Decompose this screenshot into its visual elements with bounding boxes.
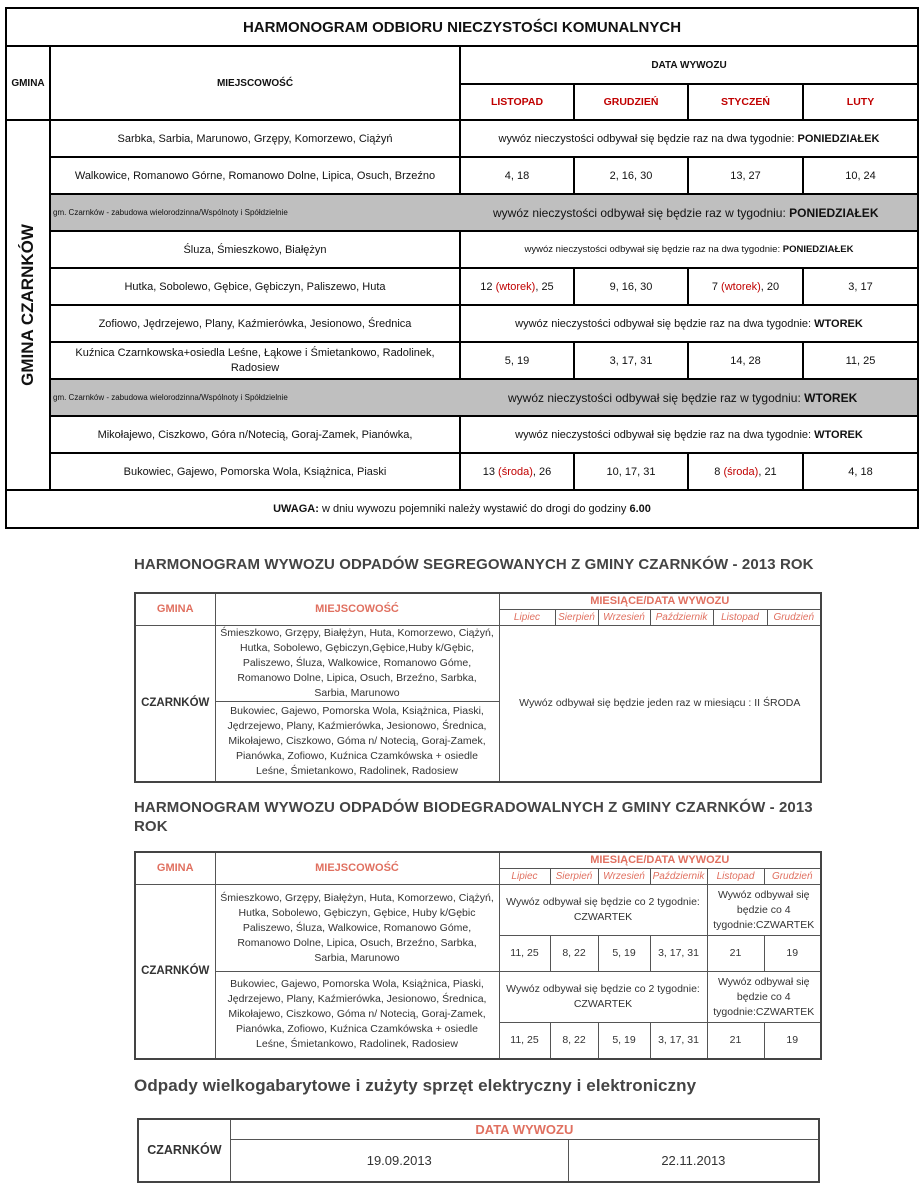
month-header: Wrzesień	[598, 869, 650, 885]
place-cell: Hutka, Sobolewo, Gębice, Gębiczyn, Paliszewo, Huta	[50, 268, 460, 305]
place-cell: Sarbka, Sarbia, Marunowo, Grzępy, Komorzewo, Ciążyń	[50, 120, 460, 157]
month-header: LUTY	[803, 84, 918, 120]
date-cell: 22.11.2013	[568, 1139, 819, 1182]
schedule-note: wywóz nieczystości odbywał się będzie raz w tygodniu: WTOREK	[460, 379, 918, 416]
header-miejscowosc: MIEJSCOWOŚĆ	[215, 593, 499, 626]
segregated-waste-table	[134, 592, 822, 783]
schedule-note: wywóz nieczystości odbywał się będzie raz na dwa tygodnie: WTOREK	[460, 305, 918, 342]
header-miejscowosc: MIEJSCOWOŚĆ	[215, 852, 499, 885]
schedule-note: Wywóz odbywał się będzie co 4 tygodnie:CZWARTEK	[707, 885, 821, 936]
header-months: MIESIĄCE/DATA WYWOZU	[499, 593, 821, 610]
date-cell: 5, 19	[460, 342, 574, 379]
table-row	[6, 194, 918, 231]
date-cell: 21	[707, 1023, 764, 1059]
gmina-cell: CZARNKÓW	[138, 1119, 230, 1182]
schedule-note: Wywóz odbywał się będzie co 4 tygodnie:CZWARTEK	[707, 972, 821, 1023]
month-header: Sierpień	[555, 610, 598, 626]
header-gmina: GMINA	[135, 593, 215, 626]
table-row	[6, 342, 918, 379]
month-header: STYCZEŃ	[688, 84, 803, 120]
schedule-note: Wywóz odbywał się będzie co 2 tygodnie: CZWARTEK	[499, 972, 707, 1023]
schedule-note: Wywóz odbywał się będzie jeden raz w miesiącu : II ŚRODA	[499, 626, 821, 782]
schedule-note: wywóz nieczystości odbywał się będzie raz na dwa tygodnie: PONIEDZIAŁEK	[460, 231, 918, 268]
month-header: Wrzesień	[598, 610, 650, 626]
date-cell: 21	[707, 936, 764, 972]
table-row	[6, 157, 918, 194]
table-row	[6, 416, 918, 453]
gmina-name-vertical: GMINA CZARNKÓW	[6, 120, 50, 490]
gmina-cell: CZARNKÓW	[135, 885, 215, 1059]
date-cell: 3, 17	[803, 268, 918, 305]
date-cell: 5, 19	[598, 1023, 650, 1059]
date-cell: 9, 16, 30	[574, 268, 688, 305]
table-title: HARMONOGRAM ODBIORU NIECZYSTOŚCI KOMUNALNYCH	[6, 8, 918, 46]
header-months: MIESIĄCE/DATA WYWOZU	[499, 852, 821, 869]
place-cell: Mikołajewo, Ciszkowo, Góra n/Notecią, Goraj-Zamek, Pianówka,	[50, 416, 460, 453]
schedule-note: wywóz nieczystości odbywał się będzie raz w tygodniu: PONIEDZIAŁEK	[460, 194, 918, 231]
header-miejscowosc: MIEJSCOWOŚĆ	[50, 46, 460, 120]
table-row	[6, 453, 918, 490]
waste-collection-schedule-table	[5, 7, 919, 529]
month-header: Lipiec	[499, 610, 555, 626]
schedule-note: wywóz nieczystości odbywał się będzie raz na dwa tygodnie: PONIEDZIAŁEK	[460, 120, 918, 157]
place-cell: Śluza, Śmieszkowo, Białężyn	[50, 231, 460, 268]
segregated-waste-heading: HARMONOGRAM WYWOZU ODPADÓW SEGREGOWANYCH Z GMINY CZARNKÓW - 2013 ROK	[134, 556, 814, 573]
gmina-cell: CZARNKÓW	[135, 626, 215, 782]
schedule-note: wywóz nieczystości odbywał się będzie raz na dwa tygodnie: WTOREK	[460, 416, 918, 453]
place-cell: Bukowiec, Gajewo, Pomorska Wola, Książnica, Piaski, Jędrzejewo, Plany, Kaźmierówka, Jesionowo, Średnica, Mikołajewo, Ciszkowo, Góma n/ Notecią, Goraj-Zamek, Pianówka, Zofiowo, Kuźnica Czamkówska + osiedle Leśne, Śmietankowo, Radolinek, Radosiew	[215, 972, 499, 1059]
place-cell: gm. Czarnków - zabudowa wielorodzinna/Wspólnoty i Spółdzielnie	[50, 379, 460, 416]
table-row	[6, 379, 918, 416]
header-gmina: GMINA	[6, 46, 50, 120]
date-cell: 11, 25	[499, 936, 550, 972]
date-cell: 4, 18	[460, 157, 574, 194]
place-cell: Śmieszkowo, Grzępy, Białężyn, Huta, Komorzewo, Ciążyń, Hutka, Sobolewo, Gębiczyn,Gębice,Huby k/Gębic, Paliszewo, Śluza, Walkowice, Romanowo Góme, Romanowo Dolne, Lipica, Osuch, Brzeźno, Sarbka, Sarbia, Marunowo	[215, 626, 499, 702]
biodegradable-waste-heading: HARMONOGRAM WYWOZU ODPADÓW BIODEGRADOWALNYCH Z GMINY CZARNKÓW - 2013 ROK	[134, 799, 813, 835]
date-cell: 8, 22	[550, 1023, 598, 1059]
month-header: LISTOPAD	[460, 84, 574, 120]
header-data-wywozu: DATA WYWOZU	[460, 46, 918, 84]
date-cell: 4, 18	[803, 453, 918, 490]
place-cell: gm. Czarnków - zabudowa wielorodzinna/Wspólnoty i Spółdzielnie	[50, 194, 460, 231]
month-header: Grudzień	[764, 869, 821, 885]
table-row	[6, 305, 918, 342]
date-cell: 10, 24	[803, 157, 918, 194]
bulky-waste-table	[137, 1118, 820, 1183]
place-cell: Kuźnica Czarnkowska+osiedla Leśne, Łąkowe i Śmietankowo, Radolinek, Radosiew	[50, 342, 460, 379]
month-header: GRUDZIEŃ	[574, 84, 688, 120]
table-row	[6, 231, 918, 268]
date-cell: 5, 19	[598, 936, 650, 972]
month-header: Październik	[650, 869, 707, 885]
date-cell: 13, 27	[688, 157, 803, 194]
place-cell: Bukowiec, Gajewo, Pomorska Wola, Książnica, Piaski, Jędrzejewo, Plany, Kaźmierówka, Jesionowo, Średnica, Mikołajewo, Ciszkowo, Góma n/ Notecią, Goraj-Zamek, Pianówka, Zofiowo, Kuźnica Czamkówska + osiedle Leśne, Śmietankowo, Radolinek, Radosiew	[215, 702, 499, 782]
month-header: Sierpień	[550, 869, 598, 885]
date-cell: 14, 28	[688, 342, 803, 379]
date-cell: 19	[764, 1023, 821, 1059]
month-header: Listopad	[707, 869, 764, 885]
month-header: Listopad	[713, 610, 767, 626]
date-cell: 13 (środa), 26	[460, 453, 574, 490]
schedule-note: Wywóz odbywał się będzie co 2 tygodnie: CZWARTEK	[499, 885, 707, 936]
place-cell: Walkowice, Romanowo Górne, Romanowo Dolne, Lipica, Osuch, Brzeźno	[50, 157, 460, 194]
notice-row: UWAGA: w dniu wywozu pojemniki należy wystawić do drogi do godziny 6.00	[6, 490, 918, 528]
bulky-waste-heading: Odpady wielkogabarytowe i zużyty sprzęt elektryczny i elektroniczny	[134, 1076, 697, 1095]
date-cell: 3, 17, 31	[650, 936, 707, 972]
place-cell: Bukowiec, Gajewo, Pomorska Wola, Książnica, Piaski	[50, 453, 460, 490]
date-cell: 19.09.2013	[230, 1139, 568, 1182]
date-cell: 7 (wtorek), 20	[688, 268, 803, 305]
header-data-wywozu: DATA WYWOZU	[230, 1119, 819, 1139]
date-cell: 3, 17, 31	[650, 1023, 707, 1059]
date-cell: 3, 17, 31	[574, 342, 688, 379]
date-cell: 8, 22	[550, 936, 598, 972]
date-cell: 11, 25	[499, 1023, 550, 1059]
date-cell: 12 (wtorek), 25	[460, 268, 574, 305]
date-cell: 10, 17, 31	[574, 453, 688, 490]
date-cell: 8 (środa), 21	[688, 453, 803, 490]
biodegradable-waste-table	[134, 851, 822, 1060]
place-cell: Zofiowo, Jędrzejewo, Plany, Kaźmierówka, Jesionowo, Średnica	[50, 305, 460, 342]
table-row	[6, 120, 918, 157]
date-cell: 11, 25	[803, 342, 918, 379]
date-cell: 19	[764, 936, 821, 972]
table-row	[6, 268, 918, 305]
header-gmina: GMINA	[135, 852, 215, 885]
date-cell: 2, 16, 30	[574, 157, 688, 194]
month-header: Październik	[650, 610, 713, 626]
month-header: Lipiec	[499, 869, 550, 885]
place-cell: Śmieszkowo, Grzępy, Białężyn, Huta, Komorzewo, Ciążyń, Hutka, Sobolewo, Gębiczyn, Gębice, Huby k/Gębic Paliszewo, Śluza, Walkowice, Romanowo Góme, Romanowo Dolne, Lipica, Osuch, Brzeźno, Sarbka, Sarbia, Marunowo	[215, 885, 499, 972]
month-header: Grudzień	[767, 610, 821, 626]
